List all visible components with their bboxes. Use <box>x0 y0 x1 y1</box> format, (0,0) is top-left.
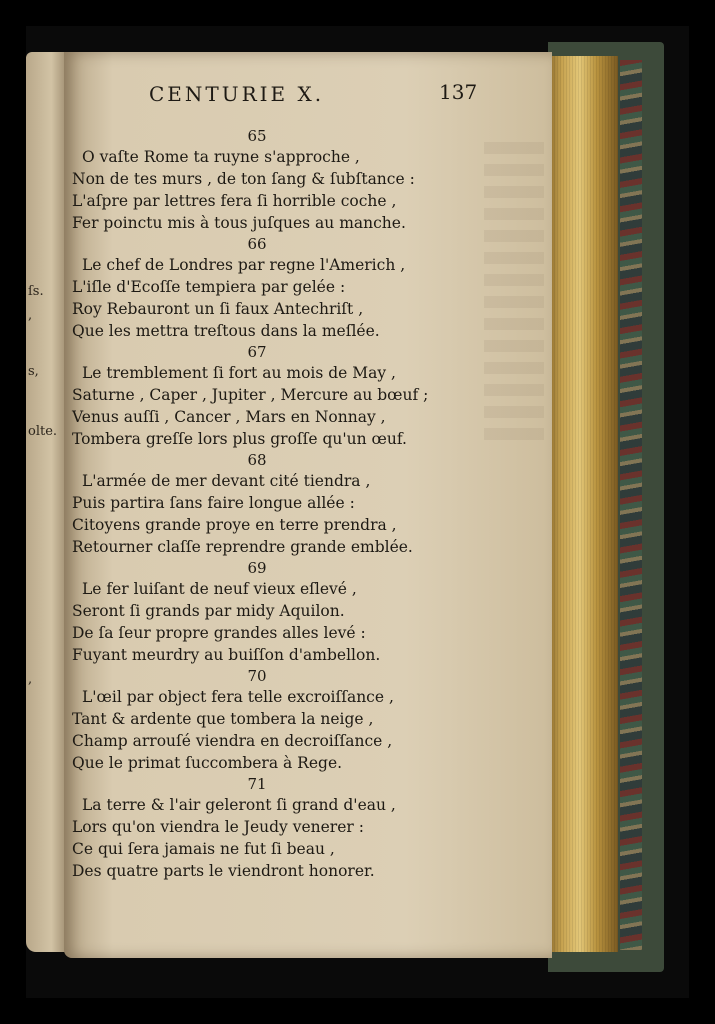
verse-line: Saturne , Caper , Jupiter , Mercure au bœuf ; <box>72 386 429 404</box>
verse-line: Des quatre parts le viendront honorer. <box>72 862 375 880</box>
verse-line: Fer poinctu mis à tous juſques au manche. <box>72 214 406 232</box>
gilt-fore-edge <box>548 56 618 952</box>
quatrain <box>72 774 422 882</box>
verse-line: Que les mettra treſtous dans la meſlée. <box>72 322 380 340</box>
verse-line: Tant & ardente que tombera la neige , <box>72 710 374 728</box>
show-through-text <box>484 142 544 442</box>
verse-line: Tombera greſſe lors plus groſſe qu'un œuf. <box>72 430 407 448</box>
verse-line: Retourner claſſe reprendre grande emblée. <box>72 538 413 556</box>
quatrain-number: 65 <box>247 127 267 145</box>
verse-line: L'iſle d'Ecoſſe tempiera par gelée : <box>72 278 346 296</box>
quatrain <box>72 126 422 234</box>
verse-line: Le chef de Londres par regne l'Americh , <box>82 256 406 274</box>
left-page-fragment: , <box>28 672 33 687</box>
running-title: CENTURIE X. <box>149 82 325 106</box>
verse-line: Lors qu'on viendra le Jeudy venerer : <box>72 818 364 836</box>
verse-line: Champ arrouſé viendra en decroiſſance , <box>72 732 393 750</box>
verse-line: Puis partira ſans faire longue allée : <box>72 494 355 512</box>
verse-line: La terre & l'air geleront ſi grand d'eau , <box>82 796 396 814</box>
book-page <box>64 52 552 958</box>
quatrain-number: 66 <box>247 235 267 253</box>
quatrain-number: 69 <box>247 559 267 577</box>
verse-line: Que le primat ſuccombera à Rege. <box>72 754 343 772</box>
verse-line: O vaſte Rome ta ruyne s'approche , <box>82 148 360 166</box>
quatrain <box>72 666 422 774</box>
quatrain <box>72 450 422 558</box>
verse-line: Le tremblement ſi fort au mois de May , <box>82 364 396 382</box>
verse-line: Non de tes murs , de ton ſang & ſubſtance : <box>72 170 415 188</box>
verse-line: Roy Rebauront un ſi faux Antechriſt , <box>72 300 364 318</box>
verse-line: Seront ſi grands par midy Aquilon. <box>72 602 345 620</box>
quatrain <box>72 234 422 342</box>
verse-line: L'aſpre par lettres fera ſi horrible coche , <box>72 192 397 210</box>
verse-line: Fuyant meurdry au buiſſon d'ambellon. <box>72 646 381 664</box>
verse-line: L'armée de mer devant cité tiendra , <box>82 472 371 490</box>
verse-block <box>72 126 429 882</box>
marbled-endpaper <box>620 60 642 950</box>
left-page-fragment: ſs. <box>28 284 44 299</box>
quatrain-number: 68 <box>247 451 267 469</box>
page-number: 137 <box>439 80 478 104</box>
left-page-fragment: s, <box>28 364 39 379</box>
verse-line: Le fer luiſant de neuf vieux eſlevé , <box>82 580 357 598</box>
quatrain <box>72 558 422 666</box>
left-page-fragment: olte. <box>28 424 58 439</box>
quatrain-number: 71 <box>247 775 267 793</box>
verse-line: Venus auſſi , Cancer , Mars en Nonnay , <box>72 408 386 426</box>
verse-line: Ce qui ſera jamais ne fut ſi beau , <box>72 840 335 858</box>
verse-line: L'œil par object fera telle excroiſſance , <box>82 688 394 706</box>
quatrain-number: 70 <box>247 667 267 685</box>
quatrain <box>72 342 429 450</box>
verse-line: Citoyens grande proye en terre prendra , <box>72 516 397 534</box>
quatrain-number: 67 <box>247 343 267 361</box>
verse-line: De ſa ſeur propre grandes alles levé : <box>72 624 366 642</box>
left-page-fragment: , <box>28 308 33 323</box>
